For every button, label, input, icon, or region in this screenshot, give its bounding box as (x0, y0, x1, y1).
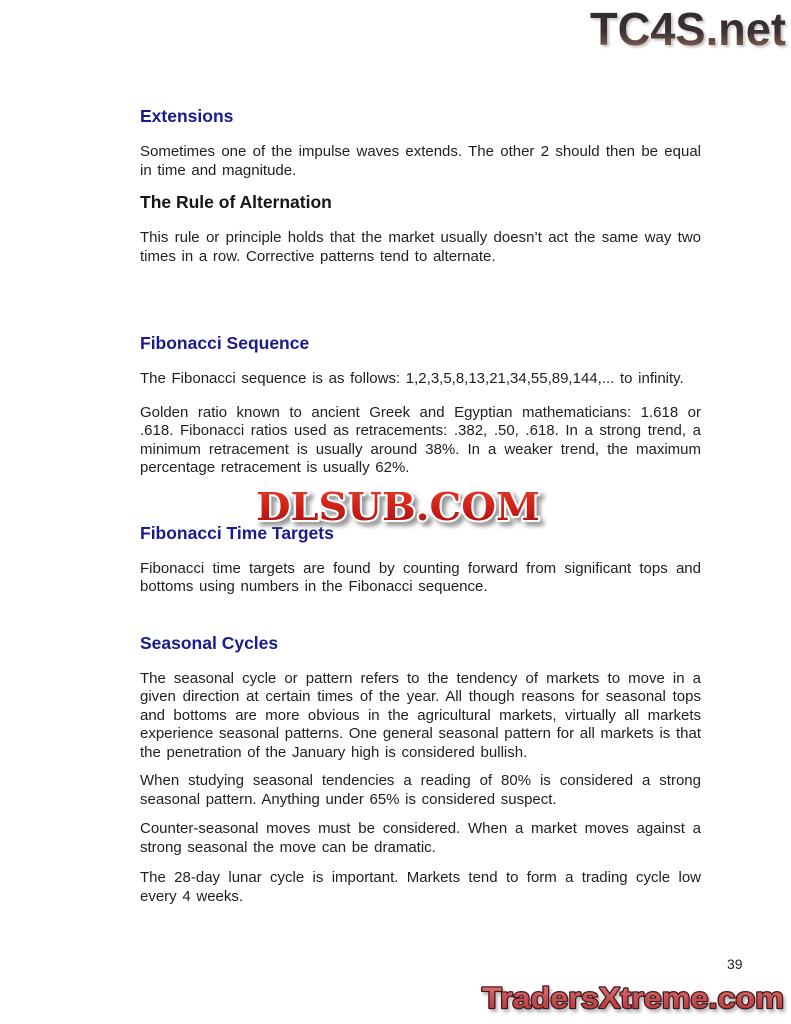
section-heading-extensions: Extensions (140, 106, 234, 126)
section-heading-seasonal-cycles: Seasonal Cycles (140, 632, 279, 653)
section-heading-fibonacci-sequence: Fibonacci Sequence (140, 333, 310, 353)
paragraph-fibonacci-time-targets: Fibonacci time targets are found by counting forward from significant tops and bottoms using numbers in the Fibonacci sequence. (140, 559, 701, 595)
tc4s-logo-text: TC4S.net (590, 3, 786, 55)
paragraph-seasonal-cycles-3: Counter-seasonal moves must be considered. When a market moves against a strong seasonal the move can be dramatic. (140, 820, 701, 856)
paragraph-fibonacci-sequence-2: Golden ratio known to ancient Greek and Egyptian mathematicians: 1.618 or .618. Fibonacci ratios used as retracements: .382, .50, .618. In a strong trend, a minimum retracement is usually around 38%. In a weaker trend, the maximum percentage retracement is usually 62%. (140, 403, 701, 476)
paragraph-seasonal-cycles-2: When studying seasonal tendencies a reading of 80% is considered a strong seasonal pattern. Anything under 65% is considered suspect. (140, 772, 701, 808)
tradersxtreme-logo (474, 974, 791, 1022)
dlsub-watermark-text: DLSUB.COM (256, 484, 540, 529)
dlsub-watermark (246, 476, 558, 542)
page-number: 39 (727, 956, 743, 972)
section-heading-rule-of-alternation: The Rule of Alternation (140, 192, 332, 212)
document-content (140, 0, 701, 906)
paragraph-seasonal-cycles-1: The seasonal cycle or pattern refers to the tendency of markets to move in a given direction at certain times of the year. All though reasons for seasonal tops and bottoms are more obvious in the agricultural markets, virtually all markets experience seasonal patterns. One general seasonal pattern for all markets is that the penetration of the January high is considered bullish. (140, 669, 701, 761)
paragraph-rule-of-alternation: This rule or principle holds that the market usually doesn’t act the same way two times in a row. Corrective patterns tend to alternate. (140, 229, 701, 265)
paragraph-fibonacci-sequence-1: The Fibonacci sequence is as follows: 1,2,3,5,8,13,21,34,55,89,144,... to infinity. (140, 370, 684, 387)
tradersxtreme-logo-text: TradersXtreme.com (482, 982, 784, 1015)
paragraph-extensions: Sometimes one of the impulse waves extends. The other 2 should then be equal in time and magnitude. (140, 143, 701, 179)
paragraph-seasonal-cycles-4: The 28-day lunar cycle is important. Markets tend to form a trading cycle low every 4 weeks. (140, 869, 701, 905)
section-heading-fibonacci-time-targets: Fibonacci Time Targets (140, 522, 334, 543)
